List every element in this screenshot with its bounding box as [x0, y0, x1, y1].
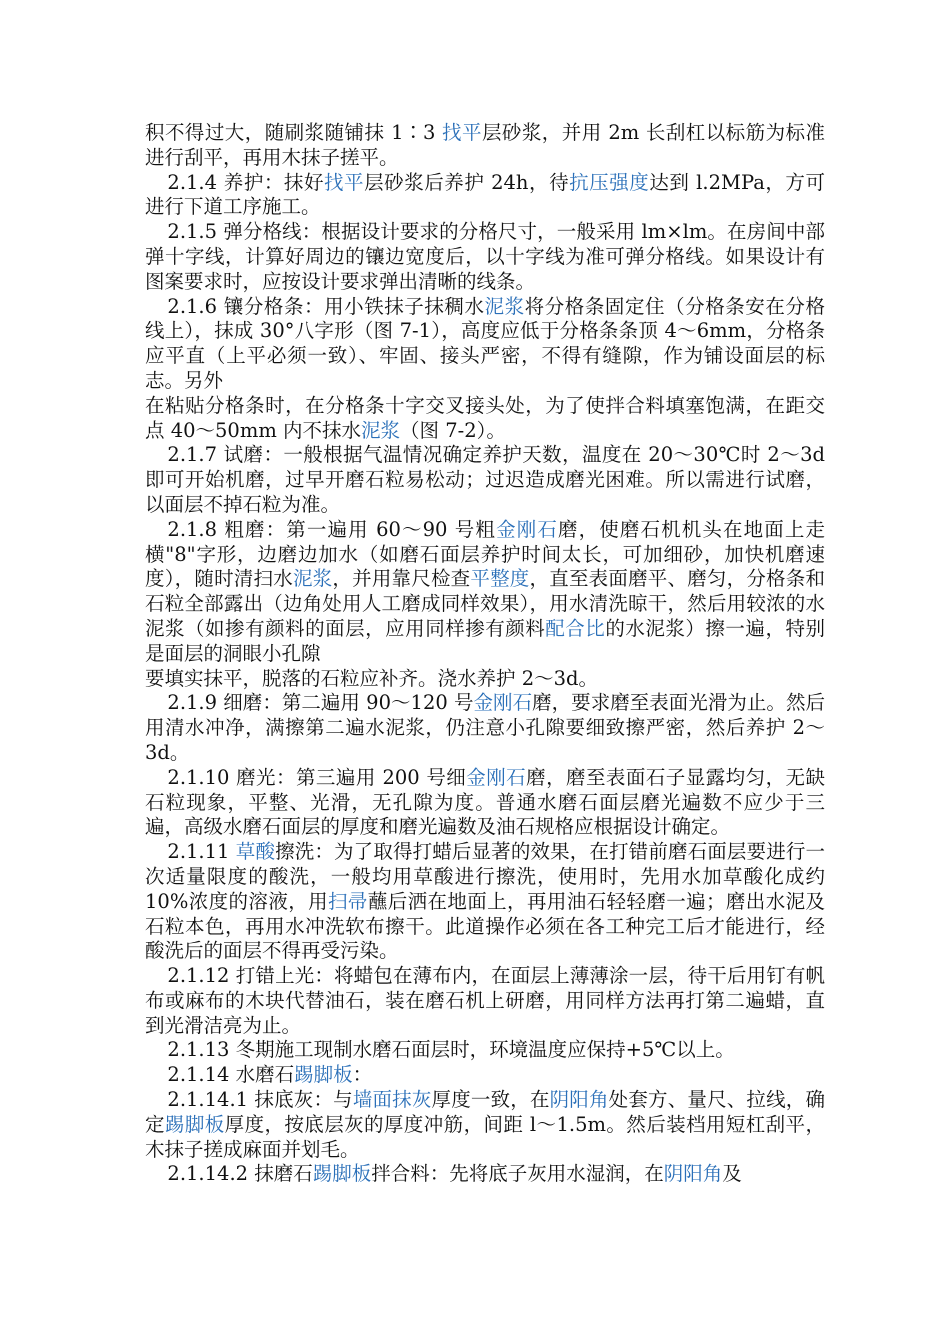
paragraph-text: 2.1.9 细磨：第二遍用 90～120 号: [167, 691, 474, 715]
term-link[interactable]: 平整度: [470, 567, 530, 591]
paragraph-text: ，直至表面磨平、磨匀，分格条和石粒全部露出（边角处用人工磨成同样效果），用水清洗晾干，然后用较浓的水泥浆（如掺有颜料的面层，应用同样掺有颜料: [145, 567, 825, 640]
paragraph: [145, 1063, 825, 1088]
term-link[interactable]: 泥浆: [484, 294, 525, 318]
paragraph-text: 及: [722, 1162, 742, 1186]
paragraph-text: 2.1.8 粗磨：第一遍用 60～90 号粗: [167, 517, 497, 541]
paragraph: [145, 394, 825, 444]
paragraph-text: 磨，要求磨至表面光滑为止。然后用清水冲净，满擦第二遍水泥浆，仍注意小孔隙要细致擦严密，然后养护 2～3d。: [145, 691, 825, 764]
paragraph-text: 将分格条固定住（分格条安在分格线上），抹成 30°八字形（图 7-1），高度应低于分格条条顶 4～6mm，分格条应平直（上平必须一致）、牢固、接头严密，不得有缝隙，作为铺设面层的标志。另外: [145, 294, 825, 392]
document-body: [145, 121, 825, 1187]
paragraph-text: 在粘贴分格条时，在分格条十字交叉接头处，为了使拌合料填塞饱满，在距交点 40～50mm 内不抹水: [145, 393, 825, 442]
paragraph-text: 2.1.6 镶分格条：用小铁抹子抹稠水: [167, 294, 485, 318]
paragraph-text: （图 7-2）。: [400, 418, 506, 442]
paragraph-text: 层砂浆，并用 2m 长刮杠以标筋为标准进行刮平，再用木抹子搓平。: [145, 121, 825, 169]
paragraph-text: 2.1.12 打错上光：将蜡包在薄布内，在面层上薄薄涂一层，待干后用钉有帆布或麻布的木块代替油石，装在磨石机上研磨，用同样方法再打第二遍蜡，直到光滑洁亮为止。: [145, 964, 825, 1037]
paragraph: [145, 964, 825, 1038]
paragraph-text: 2.1.4 养护：抹好: [167, 170, 325, 194]
paragraph-text: ，并用靠尺检查: [332, 567, 471, 591]
paragraph-text: 蘸后洒在地面上，再用油石轻轻磨一遍；磨出水泥及石粒本色，再用水冲洗软布擦干。此道操作必须在各工种完工后才能进行，经酸洗后的面层不得再受污染。: [145, 889, 825, 963]
paragraph-text: 2.1.7 试磨：一般根据气温情况确定养护天数，温度在 20～30℃时 2～3d 即可开始机磨，过早开磨石粒易松动；过迟造成磨光困难。所以需进行试磨，以面层不掉石粒为准。: [145, 443, 825, 516]
paragraph: [145, 766, 825, 840]
paragraph-text: 处套方、量尺、拉线，确定: [145, 1088, 825, 1136]
paragraph-text: 层砂浆后养护 24h，待: [364, 170, 570, 194]
term-link[interactable]: 扫帚: [328, 889, 368, 913]
paragraph-text: 积不得过大，随刷浆随铺抹 1∶3: [145, 121, 443, 144]
paragraph-text: 磨，磨至表面石子显露均匀，无缺石粒现象，平整、光滑，无孔隙为度。普通水磨石面层磨光遍数不应少于三遍，高级水磨石面层的厚度和磨光遍数及油石规格应根据设计确定。: [145, 765, 825, 839]
term-link[interactable]: 金刚石: [473, 691, 533, 715]
paragraph-text: 厚度一致，在: [431, 1088, 550, 1112]
paragraph: [145, 443, 825, 517]
term-link[interactable]: 踢脚板: [164, 1112, 225, 1136]
term-link[interactable]: 配合比: [545, 616, 606, 640]
term-link[interactable]: 金刚石: [496, 517, 558, 541]
paragraph: [145, 171, 825, 221]
term-link[interactable]: 抗压强度: [569, 170, 650, 194]
paragraph: [145, 295, 825, 394]
term-link[interactable]: 阴阳角: [663, 1162, 723, 1186]
term-link[interactable]: 踢脚板: [294, 1063, 353, 1087]
paragraph-text: 2.1.14.2 抹磨石: [167, 1162, 313, 1186]
paragraph-text: 擦洗：为了取得打蜡后显著的效果，在打错前磨石面层要进行一次适量限度的酸洗，一般均用草酸进行擦洗，使用时，先用水加草酸化成约 10%浓度的溶液，用: [145, 840, 825, 913]
paragraph-text: 拌合料：先将底子灰用水湿润，在: [371, 1162, 664, 1186]
term-link[interactable]: 金刚石: [466, 765, 527, 789]
term-link[interactable]: 墙面抹灰: [352, 1088, 432, 1112]
paragraph: [145, 840, 825, 964]
paragraph-text: 磨，使磨石机机头在地面上走横"8"字形，边磨边加水（如磨石面层养护时间太长，可加细砂，加快机磨速度），随时清扫水: [145, 517, 825, 591]
paragraph: [145, 220, 825, 294]
paragraph: [145, 518, 825, 667]
term-link[interactable]: 泥浆: [292, 567, 333, 591]
term-link[interactable]: 阴阳角: [549, 1088, 609, 1112]
term-link[interactable]: 草酸: [235, 840, 276, 864]
paragraph: [145, 1088, 825, 1162]
paragraph-text: 2.1.10 磨光：第三遍用 200 号细: [167, 765, 467, 789]
paragraph: [145, 1162, 825, 1187]
paragraph-text: 要填实抹平，脱落的石粒应补齐。浇水养护 2～3d。: [145, 666, 598, 690]
paragraph: [145, 691, 825, 765]
paragraph-text: 2.1.11: [167, 840, 236, 864]
term-link[interactable]: 踢脚板: [312, 1162, 372, 1186]
term-link[interactable]: 找平: [324, 170, 365, 194]
paragraph-text: 2.1.13 冬期施工现制水磨石面层时，环境温度应保持+5℃以上。: [167, 1038, 735, 1062]
paragraph-text: 2.1.14.1 抹底灰：与: [167, 1088, 353, 1112]
term-link[interactable]: 泥浆: [361, 418, 401, 442]
paragraph-text: 厚度，按底层灰的厚度冲筋，间距 l～1.5m。然后装档用短杠刮平，木抹子搓成麻面并划毛。: [145, 1112, 825, 1161]
paragraph-text: 2.1.14 水磨石: [167, 1063, 295, 1087]
paragraph-text: ：: [352, 1063, 373, 1087]
paragraph-text: 2.1.5 弹分格线：根据设计要求的分格尺寸，一般采用 lm×lm。在房间中部弹十字线，计算好周边的镶边宽度后，以十字线为准可弹分格线。如果设计有图案要求时，应按设计要求弹出清晰的线条。: [145, 220, 825, 293]
paragraph-text: 达到 l.2MPa，方可进行下道工序施工。: [145, 170, 825, 219]
paragraph-text: 的水泥浆）擦一遍，特别是面层的洞眼小孔隙: [145, 616, 825, 665]
paragraph: [145, 667, 825, 692]
paragraph: [145, 1038, 825, 1063]
term-link[interactable]: 找平: [442, 121, 482, 144]
paragraph: [145, 121, 825, 171]
